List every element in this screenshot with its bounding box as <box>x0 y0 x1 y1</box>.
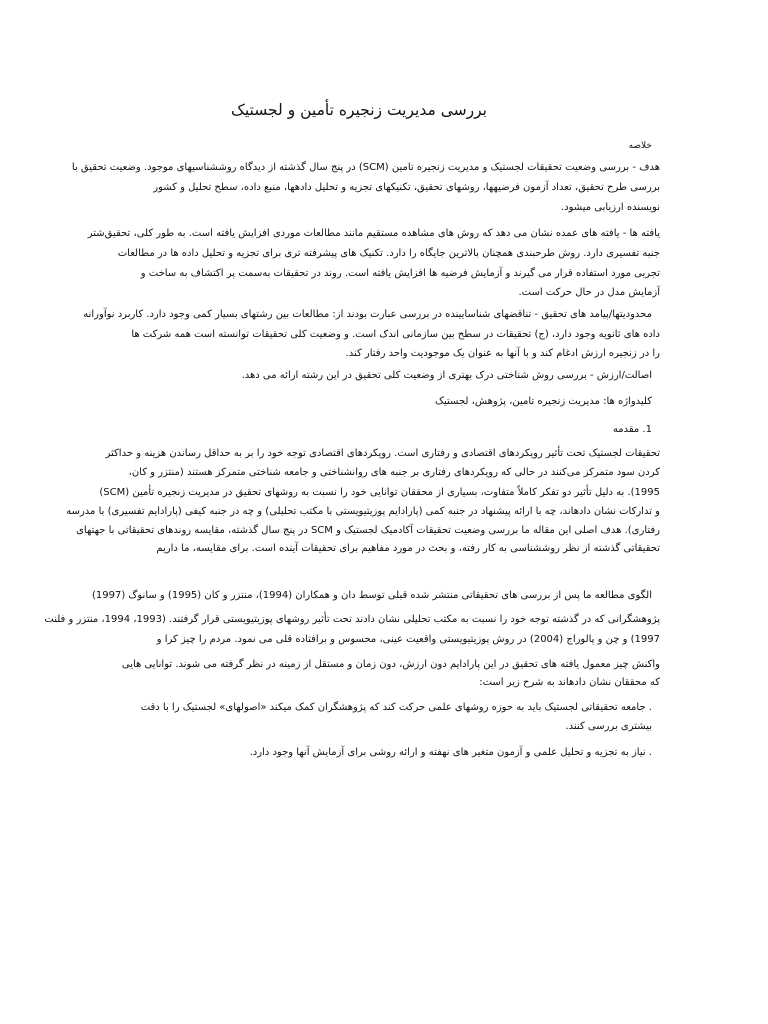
body-line: تحقیقات لجستیک تحت تأثیر رویکردهای اقتصادی و رفتاری است. رویکردهای اقتصادی توجه خود را بر به حداقل رساندن هزینه و حداکثر <box>105 448 660 459</box>
page-title: بررسی مدیریت زنجیره تأمین و لجستیک <box>231 101 487 119</box>
keywords: کلیدواژه ها: مدیریت زنجیره تامین، پژوهش، لجستیک <box>435 396 652 407</box>
body-line: پژوهشگرانی که در گذشته توجه خود را نسبت به مکتب تحلیلی نشان دادند تحت تأثیر روشهای پوزیتیویستی قرار گرفتند. (1993، 1994، منتزر و فلنت <box>44 614 660 625</box>
bullet-item: بیشتری بررسی کنند. <box>565 721 652 732</box>
abstract-line: جنبه تفسیری دارد. روش طرحبندی همچنان بالاترین جایگاه را دارد. تکنیک های پیشرفته تری برای تجزیه و تحلیل داده ها در مطالعات <box>117 248 660 259</box>
bullet-item: . نیاز به تجزیه و تحلیل علمی و آزمون متغیر های نهفته و ارائه روشی برای آزمایش آنها وجود دارد. <box>249 747 652 758</box>
abstract-line: یافته ها - یافته های عمده نشان می دهد که روش های مشاهده مستقیم مانند مطالعات موردی افزایش یافته است. به طور کلی، تحقیق‌شتر <box>87 228 660 239</box>
body-line: و تدارکات نشان دادهاند، چه با ارائه پیشنهاد در جنبه کمی (پارادایم پوزیتیویستی با مکتب تحلیلی) و چه در جنبه کیفی (پارادایم تفسیری) با مدرسه <box>66 506 660 517</box>
abstract-line: تجربی مورد استفاده قرار می گیرند و آزمایش فرضیه ها افزایش یافته است. روند در تحقیقات به‌سمت پر اکتشاف به ساخت و <box>140 268 660 279</box>
abstract-line: داده های ثانویه وجود دارد، (ج) تحقیقات در سطح بین سازمانی اندک است. و وضعیت کلی تحقیقات توانسته است همه شرکت ها <box>131 329 660 340</box>
body-line: 1997) و چن و پالوراج (2004) در روش پوزیتیویستی واقعیت عینی، محسوس و برافتاده قلی می نمود. مردم را چیز کرا و <box>156 634 660 645</box>
section-heading: 1. مقدمه <box>612 424 652 435</box>
abstract-line: آزمایش مدل در حال حرکت است. <box>518 287 660 298</box>
abstract-heading: خلاصه <box>628 141 652 151</box>
abstract-line: اصالت/ارزش - بررسی روش شناختی درک بهتری از وضعیت کلی تحقیق در این رشته ارائه می دهد. <box>241 370 652 381</box>
body-line: تحقیقاتی گذشته از نظر روششناسی به کار رفته، و بحث در مورد مفاهیم برای تحقیقات آینده است. برای مقایسه، ما داریم <box>156 543 660 554</box>
abstract-line: بررسی طرح تحقیق، تعداد آزمون فرضیهها، روشهای تحقیق، تکنیکهای تجزیه و تحلیل دادهها، منبع داده، سطح تحلیل و کشور <box>153 182 660 193</box>
abstract-line: محدودیتها/پیامد های تحقیق - تناقضهای شناسایینده در بررسی عبارت بودند از: مطالعات بین رشتهای بسیار کمی وجود دارد. کاربرد نوآورانه <box>83 309 652 320</box>
abstract-line: نویسنده ارزیابی میشود. <box>561 202 660 213</box>
body-line: واکنش چیز معمول یافته های تحقیق در این پارادایم دون ارزش، دون زمان و مستقل از زمینه در نظر گرفته می شوند. توانایی هایی <box>121 659 660 670</box>
body-line: رفتاری). هدف اصلی این مقاله ما بررسی وضعیت تحقیقات آکادمیک لجستیک و SCM در پنج سال گذشته، مقایسه روندهای تحقیقاتی با جهتهای <box>76 525 660 536</box>
abstract-line: هدف - بررسی وضعیت تحقیقات لجستیک و مدیریت زنجیره تامین (SCM) در پنج سال گذشته از دیدگاه روششناسیهای موجود. وضعیت تحقیق با <box>71 162 660 173</box>
body-line: کردن سود متمرکز می‌کنند در حالی که رویکردهای رفتاری بر جنبه های روانشناختی و جامعه شناختی متمرکز هستند (منتزر و کان، <box>128 467 660 478</box>
body-line: 1995). به دلیل تأثیر دو تفکر کاملاً متفاوت، بسیاری از محققان توانایی خود را نسبت به روشهای تحقیق در مدیریت زنجیره تأمین (SCM) <box>99 487 660 498</box>
body-line: الگوی مطالعه ما پس از بررسی های تحقیقاتی منتشر شده قبلی توسط دان و همکاران (1994)، منتزر و کان (1995) و سانوگ (1997) <box>91 590 652 601</box>
bullet-item: . جامعه تحقیقاتی لجستیک باید به حوزه روشهای علمی حرکت کند که پژوهشگران کمک میکند «اصولهای» لجستیک را با دقت <box>140 702 652 713</box>
body-line: که محققان نشان دادهاند به شرح زیر است: <box>479 677 660 688</box>
abstract-line: را در زنجیره ارزش ادغام کند و با آنها به عنوان یک موجودیت واحد رفتار کند. <box>345 348 660 359</box>
